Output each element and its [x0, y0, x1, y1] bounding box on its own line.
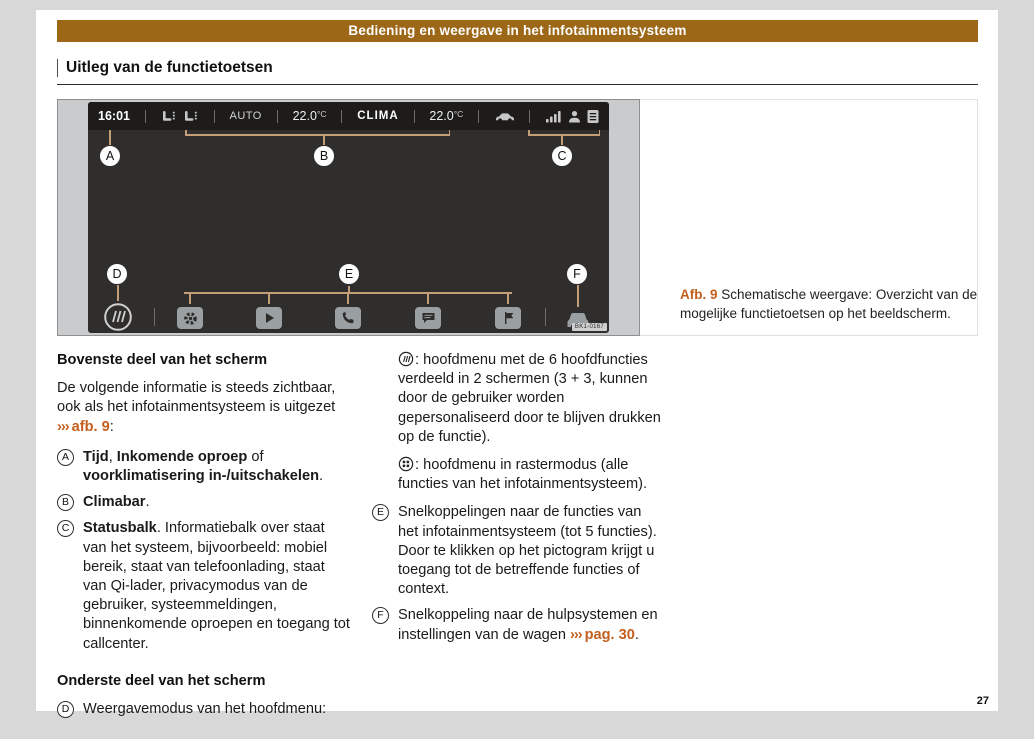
item-text-c: Statusbalk. Informatiebalk over staat van het systeem, bijvoorbeeld: mobiel bereik, staat van telefoonlading, staat van Qi-lader, privacymodus van de gebruiker, systeemmeldingen, binnenkomende oproepen en toegang tot callcenter.	[83, 520, 350, 652]
heading-top-screen: Bovenste deel van het scherm	[57, 352, 268, 368]
seat-heating-indicators	[161, 110, 199, 123]
item-text-f: Snelkoppeling naar de hulpsystemen en instellingen van de wagen ››› pag. 30.	[398, 607, 658, 643]
callout-stub-e	[348, 286, 350, 293]
figure-caption-label: Afb. 9	[680, 287, 718, 302]
callout-bracket-c	[528, 134, 600, 136]
item-text-b: Climabar.	[83, 494, 150, 511]
callout-tick	[189, 294, 191, 304]
phone-icon	[335, 307, 361, 329]
clima-label: CLIMA	[357, 110, 399, 122]
intro-paragraph: De volgende informatie is steeds zichtbaar, ook als het infotainmentsysteem is uitgezet ››› afb. 9:	[57, 380, 336, 435]
callout-a: A	[99, 145, 121, 167]
callout-stub-c	[561, 135, 563, 145]
list-item-b	[57, 493, 352, 512]
callout-b: B	[313, 145, 335, 167]
grid-mode-icon	[398, 456, 414, 472]
right-column	[372, 351, 664, 726]
xref-afb9-link[interactable]: afb. 9	[71, 418, 110, 435]
statusbar	[88, 102, 609, 130]
xref-pag30-link[interactable]: pag. 30	[584, 626, 635, 643]
figure-image	[57, 99, 640, 336]
item-letter-c: C	[57, 520, 74, 537]
menu-circle-icon	[103, 302, 133, 332]
list-item-a	[57, 448, 352, 486]
seat-heat-icon	[183, 110, 199, 123]
item-letter-d: D	[57, 701, 74, 718]
figure-caption-area	[640, 99, 978, 336]
item-letter-a: A	[57, 449, 74, 466]
car-side-icon	[494, 110, 514, 122]
list-item-f	[372, 606, 664, 644]
signal-icon	[545, 110, 562, 123]
separator	[277, 110, 278, 123]
item-text-e: Snelkoppelingen naar de functies van het infotainmentsysteem (tot 5 functies). Door te klikken op het pictogram krijgt u toegang tot de betreffende functies of context.	[398, 504, 657, 598]
page-number: 27	[976, 695, 989, 707]
infotainment-screen	[88, 102, 609, 333]
separator	[414, 110, 415, 123]
user-icon	[568, 110, 581, 123]
callout-tick	[427, 294, 429, 304]
left-column	[57, 351, 372, 726]
separator	[214, 110, 215, 123]
callout-line-a	[109, 130, 111, 145]
seat-heat-icon	[161, 110, 177, 123]
callout-line-d	[117, 285, 119, 301]
list-item-c	[57, 519, 352, 653]
list-item-d	[57, 700, 352, 719]
callout-e: E	[338, 263, 360, 285]
section-title: Uitleg van de functietoetsen	[57, 59, 978, 77]
chapter-header	[57, 20, 978, 42]
separator	[478, 110, 479, 123]
temperature-left: $22.0^{^\circ C}$	[292, 109, 327, 123]
grid-mode-description: : hoofdmenu in rastermodus (alle functies van het infotainmentsysteem).	[398, 457, 648, 493]
image-code: BK1-0167	[572, 323, 607, 331]
callout-bracket-b	[185, 134, 450, 136]
separator	[145, 110, 146, 123]
callout-tick	[268, 294, 270, 304]
menu-mode-description: : hoofdmenu met de 6 hoofdfuncties verdeeld in 2 schermen (3 + 3, kunnen door de gebruiker worden gepersonaliseerd door te blijven drukken op de functie).	[398, 352, 661, 445]
message-icon	[415, 307, 441, 329]
auto-label: AUTO	[229, 110, 262, 122]
separator	[341, 110, 342, 123]
figure-caption	[680, 286, 980, 323]
separator	[545, 308, 546, 326]
list-item-e	[372, 503, 664, 599]
system-status-icons	[545, 110, 599, 123]
callout-tick	[507, 294, 509, 304]
gear-icon	[177, 307, 203, 329]
chapter-title: Bediening en weergave in het infotainmentsysteem	[348, 23, 687, 38]
manual-page	[36, 10, 998, 718]
body-text	[57, 351, 978, 726]
callout-tick	[528, 130, 530, 135]
xref-arrows: ›››	[57, 418, 69, 435]
item-letter-e: E	[372, 504, 389, 521]
item-letter-f: F	[372, 607, 389, 624]
callout-c: C	[551, 145, 573, 167]
figure-caption-text: Schematische weergave: Overzicht van de mogelijke functietoetsen op het beeldscherm.	[680, 287, 978, 321]
figure-9	[57, 99, 978, 336]
xref-arrows: ›››	[570, 626, 582, 643]
callout-tick	[599, 130, 601, 135]
list-icon	[587, 110, 599, 123]
callout-tick	[449, 130, 451, 135]
play-icon	[256, 307, 282, 329]
callout-tick	[347, 294, 349, 304]
callout-tick	[185, 130, 187, 135]
callout-f: F	[566, 263, 588, 285]
callout-stub-b	[323, 135, 325, 145]
clock: 16:01	[98, 109, 130, 123]
item-letter-b: B	[57, 494, 74, 511]
menu-mode-icon	[398, 351, 414, 367]
callout-d: D	[106, 263, 128, 285]
separator	[154, 308, 155, 326]
flag-icon	[495, 307, 521, 329]
heading-bottom-screen: Onderste deel van het scherm	[57, 672, 266, 689]
item-text-a: Tijd, Inkomende oproep of voorklimatisering in-/uitschakelen.	[83, 448, 324, 485]
callout-line-f	[577, 285, 579, 307]
temperature-right: $22.0^{^\circ C}$	[429, 109, 464, 123]
section-header	[57, 59, 978, 85]
item-text-d: Weergavemodus van het hoofdmenu:	[83, 701, 327, 718]
separator	[529, 110, 530, 123]
